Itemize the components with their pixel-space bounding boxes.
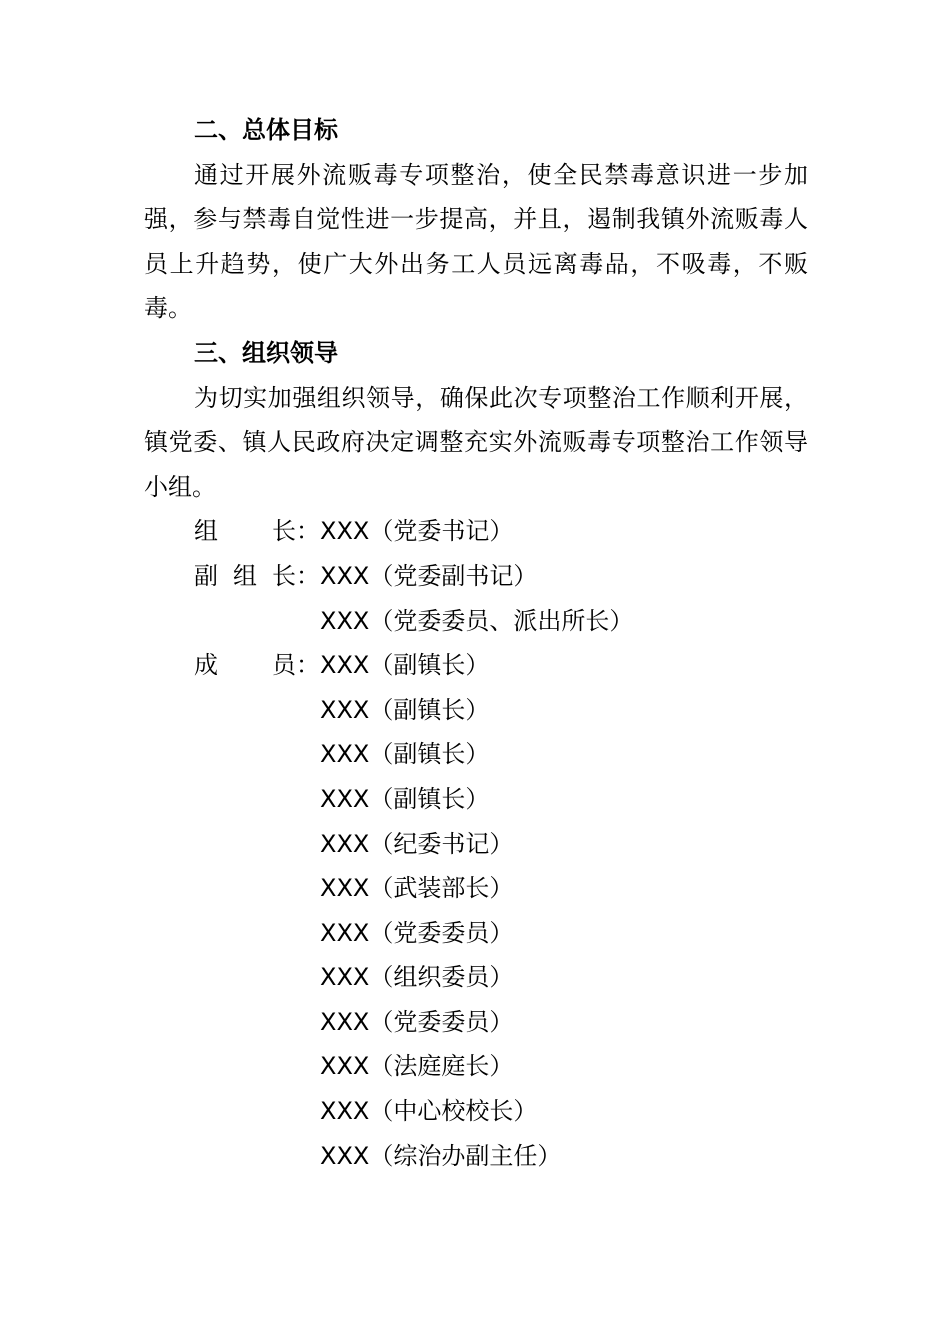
roster-member: XXX（综治办副主任） [320, 1141, 562, 1170]
roster-member: XXX（中心校校长） [320, 1097, 538, 1126]
goals-paragraph: 通过开展外流贩毒专项整治，使全民禁毒意识进一步加强，参与禁毒自觉性进一步提高，并且，遏制我镇外流贩毒人员上升趋势，使广大外出务工人员远离毒品，不吸毒，不贩毒。 [144, 160, 808, 323]
section-heading-leadership: 三、组织领导 [194, 338, 338, 367]
roster-row-members [144, 1044, 808, 1089]
roster-member: XXX（纪委书记） [320, 829, 514, 858]
roster-member: XXX（副镇长） [320, 740, 490, 769]
roster-label-leader: 组 长： [194, 517, 320, 546]
roster-member: XXX（副镇长） [320, 695, 490, 724]
roster-row-members [144, 643, 808, 688]
roster-member: XXX（党委书记） [320, 517, 514, 546]
section-heading-goals: 二、总体目标 [194, 116, 338, 144]
roster-member: XXX（党委委员、派出所长） [320, 606, 634, 635]
document-body [144, 108, 808, 1178]
roster-row-members [144, 911, 808, 956]
roster-row-members [144, 866, 808, 911]
roster-member: XXX（副镇长） [320, 784, 490, 813]
roster-row-members [144, 732, 808, 777]
roster-row-members [144, 955, 808, 1000]
roster-row-deputy [144, 554, 808, 599]
roster-member: XXX（武装部长） [320, 874, 514, 903]
roster-row-members [144, 1134, 808, 1179]
roster-member: XXX（党委副书记） [320, 561, 538, 590]
roster-label-deputy: 副 组 长： [194, 561, 320, 590]
leadership-roster [144, 509, 808, 1178]
roster-row-members [144, 822, 808, 867]
roster-row-members [144, 688, 808, 733]
roster-row-members [144, 777, 808, 822]
roster-row-deputy [144, 599, 808, 644]
roster-member: XXX（党委委员） [320, 1007, 514, 1036]
roster-row-members [144, 1089, 808, 1134]
leadership-paragraph: 为切实加强组织领导，确保此次专项整治工作顺利开展，镇党委、镇人民政府决定调整充实外流贩毒专项整治工作领导小组。 [144, 383, 808, 501]
roster-member: XXX（党委委员） [320, 918, 514, 947]
roster-member: XXX（法庭庭长） [320, 1052, 514, 1081]
roster-member: XXX（副镇长） [320, 651, 490, 680]
roster-row-members [144, 1000, 808, 1045]
roster-member: XXX（组织委员） [320, 963, 514, 992]
roster-row-leader [144, 509, 808, 554]
roster-label-members: 成 员： [194, 651, 320, 680]
